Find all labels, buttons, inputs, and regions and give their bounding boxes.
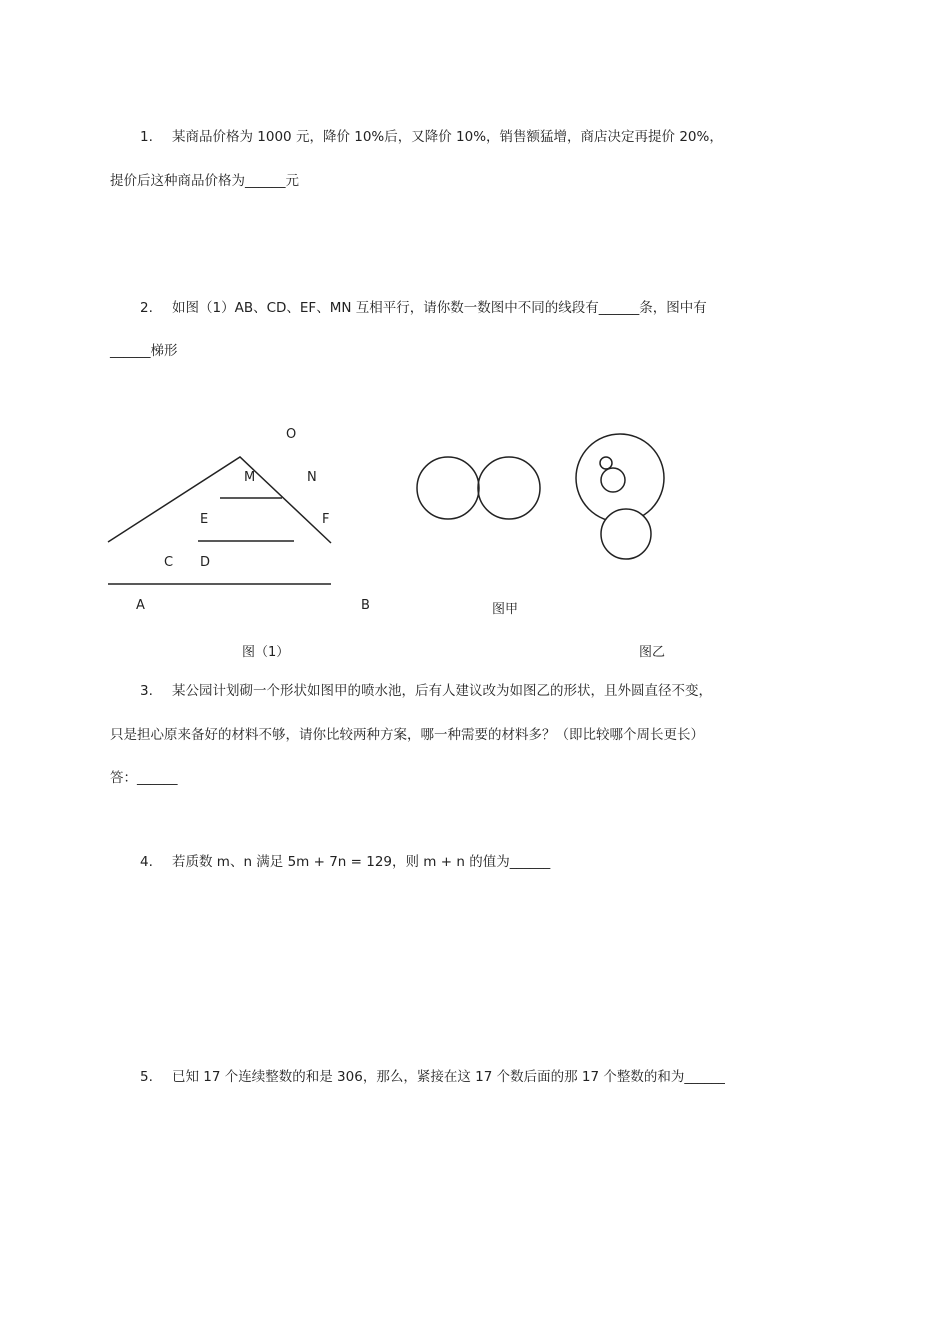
q1-text-line2: 提价后这种商品价格为______元 <box>110 173 299 189</box>
q2-number: 2. <box>140 300 153 316</box>
fig-a-caption: 图甲 <box>492 602 519 617</box>
fig-b-outer-circle <box>576 434 664 522</box>
point-label-e: E <box>200 512 209 527</box>
point-label-o: O <box>286 427 297 442</box>
fig-b-caption: 图乙 <box>639 645 666 660</box>
q5-number: 5. <box>140 1069 153 1085</box>
fig-b-lower-circle <box>601 509 651 559</box>
q4-number: 4. <box>140 854 153 870</box>
q1-number: 1. <box>140 129 153 145</box>
q3-text-line1: 某公园计划砌一个形状如图甲的喷水池，后有人建议改为如图乙的形状，且外圆直径不变， <box>172 683 712 699</box>
fig1-caption: 图（1） <box>242 645 290 660</box>
fig-a-circle-right <box>478 457 540 519</box>
point-label-b: B <box>361 598 370 613</box>
point-label-c: C <box>164 555 174 570</box>
point-label-a: A <box>136 598 145 613</box>
point-label-n: N <box>307 470 317 485</box>
triangle-sides <box>108 457 331 543</box>
q5-text: 已知 17 个连续整数的和是 306，那么，紧接在这 17 个数后面的那 17 个整数的和为______ <box>172 1069 725 1085</box>
q2-text-line2: ______梯形 <box>110 343 178 359</box>
q3-text-line2: 只是担心原来备好的材料不够，请你比较两种方案，哪一种需要的材料多？（即比较哪个周长更长） <box>110 727 704 743</box>
fig-a-circle-left <box>417 457 479 519</box>
fig-b-tiny-circle <box>600 457 612 469</box>
q3-number: 3. <box>140 683 153 699</box>
point-label-d: D <box>200 555 211 570</box>
point-label-f: F <box>322 512 330 527</box>
fig-b-inner-circle <box>601 468 625 492</box>
q1-text-line1: 某商品价格为 1000 元，降价 10%后，又降价 10%，销售额猛增，商店决定再提价 20%， <box>172 129 723 145</box>
q2-text-line1: 如图（1）AB、CD、EF、MN 互相平行，请你数一数图中不同的线段有______条，图中有 <box>172 300 707 316</box>
q3-answer: 答：______ <box>110 770 178 786</box>
q4-text: 若质数 m、n 满足 5m + 7n = 129，则 m + n 的值为______ <box>172 854 551 870</box>
point-label-m: M <box>244 470 256 485</box>
